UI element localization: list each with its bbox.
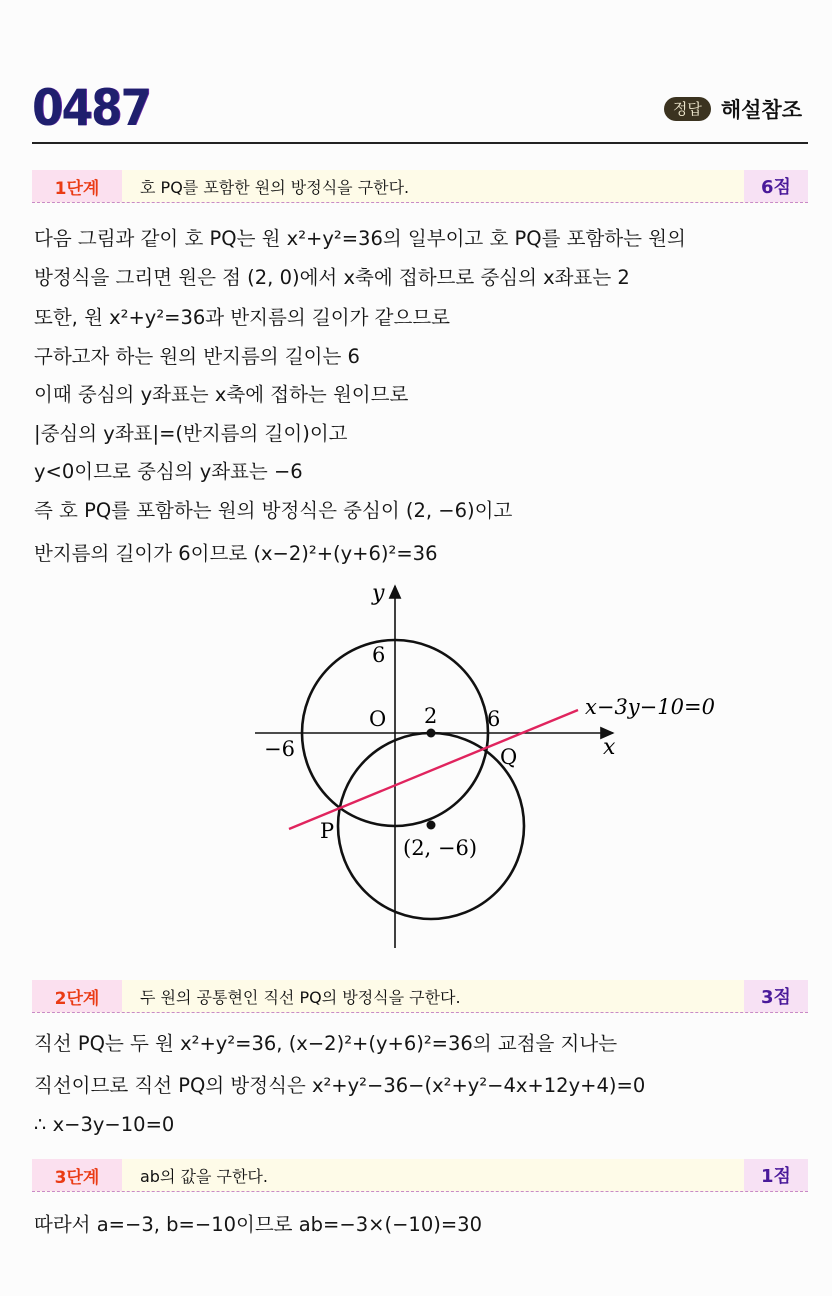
stage-tag: 2단계 <box>32 980 122 1012</box>
line-equation-label: x−3y−10=0 <box>585 695 715 719</box>
text-line: 직선 PQ는 두 원 x²+y²=36, (x−2)²+(y+6)²=36의 교점을 지나는 <box>34 1032 618 1055</box>
tick-x-6: 6 <box>487 707 501 731</box>
point-2-0 <box>427 729 436 738</box>
tick-x-neg6: −6 <box>264 737 295 761</box>
point-p-label: P <box>320 819 335 843</box>
text-line: |중심의 y좌표|=(반지름의 길이)이고 <box>34 422 348 445</box>
answer-text: 해설참조 <box>720 98 802 122</box>
text-line: 직선이므로 직선 PQ의 방정식은 x²+y²−36−(x²+y²−4x+12y+4)=0 <box>34 1074 646 1097</box>
text-line: 이때 중심의 y좌표는 x축에 접하는 원이므로 <box>34 383 409 406</box>
stage-title: ab의 값을 구한다. <box>140 1166 268 1186</box>
center-label: (2, −6) <box>403 836 478 860</box>
text-line: 방정식을 그리면 원은 점 (2, 0)에서 x축에 접하므로 중심의 x좌표는 2 <box>34 266 630 289</box>
stage-3-header <box>32 1159 808 1192</box>
text-line: ∴ x−3y−10=0 <box>34 1113 175 1136</box>
text-line: 다음 그림과 같이 호 PQ는 원 x²+y²=36의 일부이고 호 PQ를 포함하는 원의 <box>34 227 686 250</box>
stage-tag: 3단계 <box>32 1159 122 1191</box>
text-line: 구하고자 하는 원의 반지름의 길이는 6 <box>34 345 360 368</box>
text-line: 따라서 a=−3, b=−10이므로 ab=−3×(−10)=30 <box>34 1213 482 1236</box>
origin-label: O <box>369 707 387 731</box>
x-axis-label: x <box>603 735 616 760</box>
problem-number: 0487 <box>32 79 151 137</box>
point-center <box>427 821 436 830</box>
point-q-label: Q <box>500 745 518 769</box>
tick-x-2: 2 <box>424 704 438 728</box>
stage-2-header <box>32 980 808 1013</box>
text-line: 반지름의 길이가 6이므로 (x−2)²+(y+6)²=36 <box>34 542 438 565</box>
stage-tag: 1단계 <box>32 170 122 202</box>
tick-y-6: 6 <box>372 643 386 667</box>
stage-points: 1점 <box>744 1159 808 1191</box>
stage-title: 두 원의 공통현인 직선 PQ의 방정식을 구한다. <box>140 987 461 1007</box>
answer-badge: 정답 <box>664 97 711 121</box>
text-line: 또한, 원 x²+y²=36과 반지름의 길이가 같으므로 <box>34 306 450 329</box>
text-line: y<0이므로 중심의 y좌표는 −6 <box>34 460 303 483</box>
text-line: 즉 호 PQ를 포함하는 원의 방정식은 중심이 (2, −6)이고 <box>34 499 513 522</box>
stage-points: 6점 <box>744 170 808 202</box>
stage-points: 3점 <box>744 980 808 1012</box>
y-axis-label: y <box>372 581 385 606</box>
stage-title: 호 PQ를 포함한 원의 방정식을 구한다. <box>140 177 410 197</box>
